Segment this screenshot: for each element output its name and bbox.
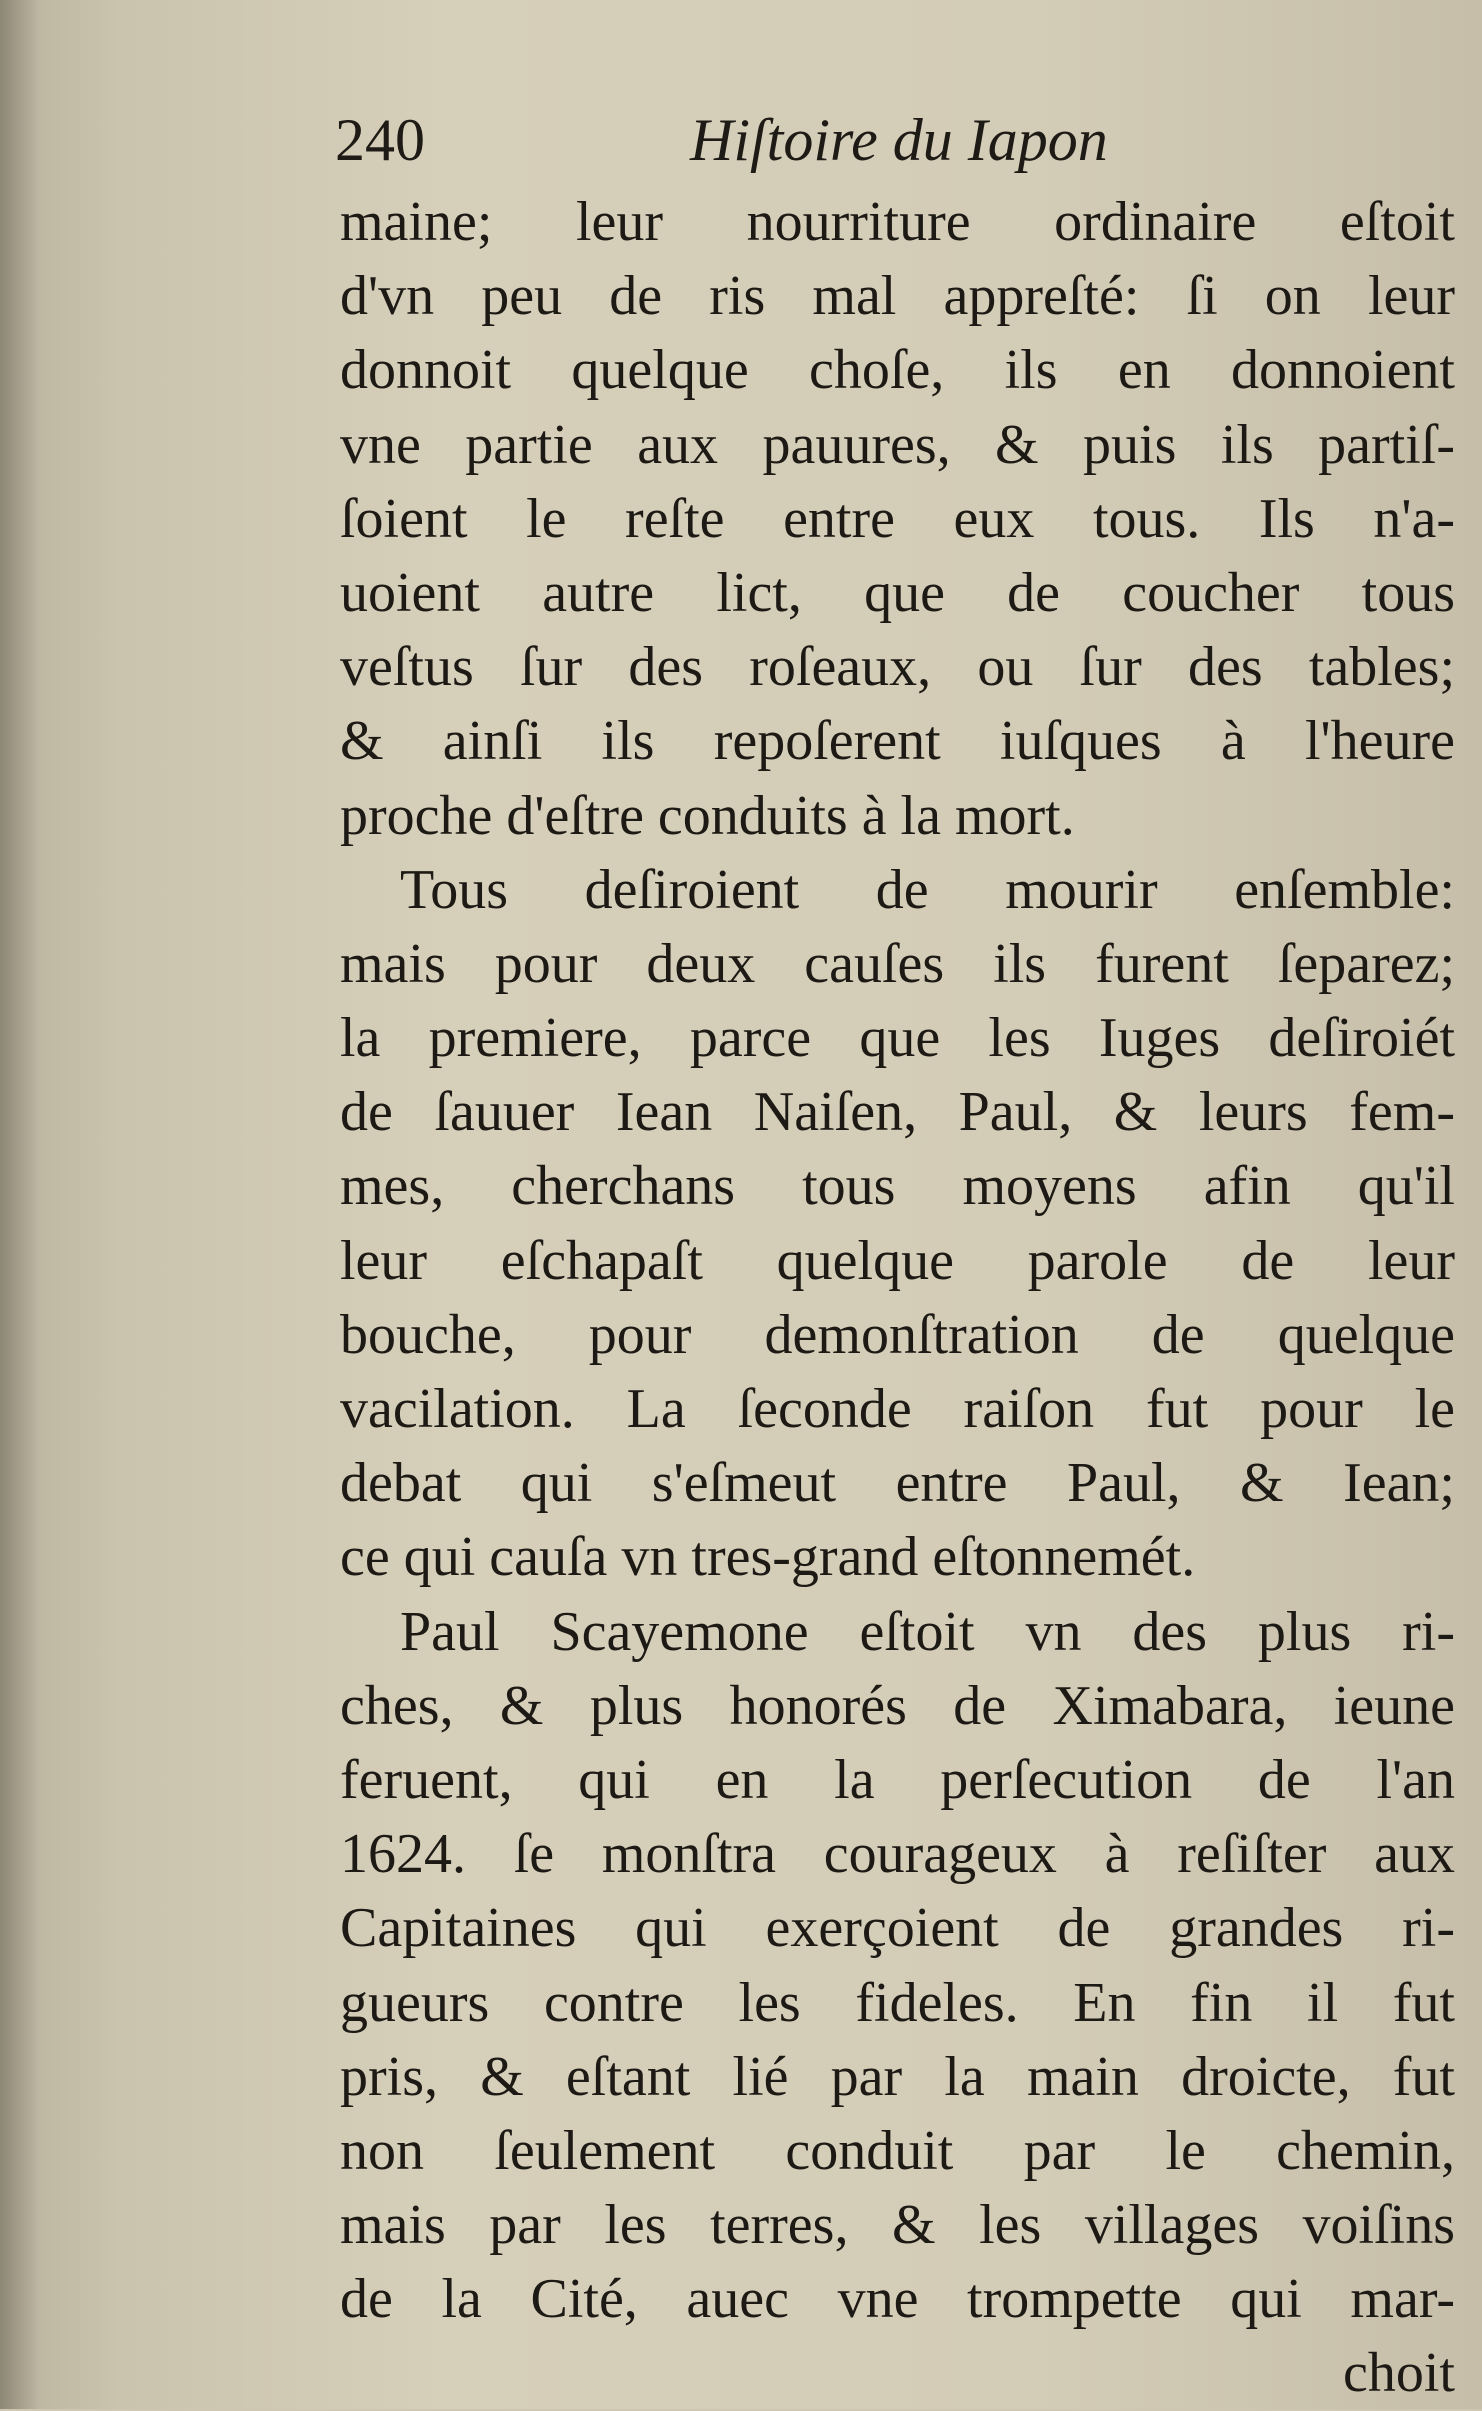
text-line: uoient autre lict, que de coucher tous xyxy=(340,561,1455,624)
text-line: leur eſchapaſt quelque parole de leur xyxy=(340,1229,1455,1292)
text-line: donnoit quelque choſe, ils en donnoient xyxy=(340,339,1455,402)
catchword: choit xyxy=(1343,2342,1455,2405)
text-line: debat qui s'eſmeut entre Paul, & Iean; xyxy=(340,1452,1455,1515)
text-line: ſoient le reſte entre eux tous. Ils n'a- xyxy=(340,487,1455,550)
text-line: maine; leur nourriture ordinaire eſtoit xyxy=(340,191,1455,253)
text-line: non ſeulement conduit par le chemin, xyxy=(340,2119,1455,2182)
text-line: de ſauuer Iean Naiſen, Paul, & leurs fem- xyxy=(340,1081,1455,1144)
text-line: bouche, pour demonſtration de quelque xyxy=(340,1303,1455,1366)
text-line: feruent, qui en la perſecution de l'an xyxy=(340,1748,1455,1811)
text-line: ce qui cauſa vn tres-grand eſtonnemét. xyxy=(340,1526,1196,1589)
text-line: de la Cité, auec vne trompette qui mar- xyxy=(340,2268,1455,2331)
gutter-shadow xyxy=(0,0,40,2409)
text-line: veſtus ſur des roſeaux, ou ſur des tables; xyxy=(340,636,1455,699)
body-text xyxy=(340,185,1455,2411)
page-header xyxy=(335,100,1455,180)
text-line: vne partie aux pauures, & puis ils partiſ- xyxy=(340,413,1455,476)
text-line: mes, cherchans tous moyens afin qu'il xyxy=(340,1155,1455,1218)
text-line: la premiere, parce que les Iuges deſiroiét xyxy=(340,1007,1455,1070)
text-line: d'vn peu de ris mal appreſté: ſi on leur xyxy=(340,265,1455,328)
paragraph-start-line: Paul Scayemone eſtoit vn des plus ri- xyxy=(400,1600,1455,1663)
text-line: proche d'eſtre conduits à la mort. xyxy=(340,784,1075,847)
text-line: Capitaines qui exerçoient de grandes ri- xyxy=(340,1897,1455,1960)
page-number: 240 xyxy=(335,107,425,173)
text-line: ches, & plus honorés de Ximabara, ieune xyxy=(340,1674,1455,1737)
running-title: Hiſtoire du Iapon xyxy=(690,107,1108,173)
text-line: mais par les terres, & les villages voiſins xyxy=(340,2194,1455,2257)
text-line: gueurs contre les fideles. En fin il fut xyxy=(340,1971,1455,2034)
text-line: mais pour deux cauſes ils furent ſeparez; xyxy=(340,932,1455,995)
text-line: & ainſi ils repoſerent iuſques à l'heure xyxy=(340,710,1455,773)
text-line: vacilation. La ſeconde raiſon fut pour le xyxy=(340,1378,1455,1440)
paragraph-start-line: Tous deſiroient de mourir enſemble: xyxy=(400,858,1455,921)
text-line: pris, & eſtant lié par la main droicte, fut xyxy=(340,2045,1455,2108)
text-line: 1624. ſe monſtra courageux à reſiſter aux xyxy=(340,1823,1455,1886)
